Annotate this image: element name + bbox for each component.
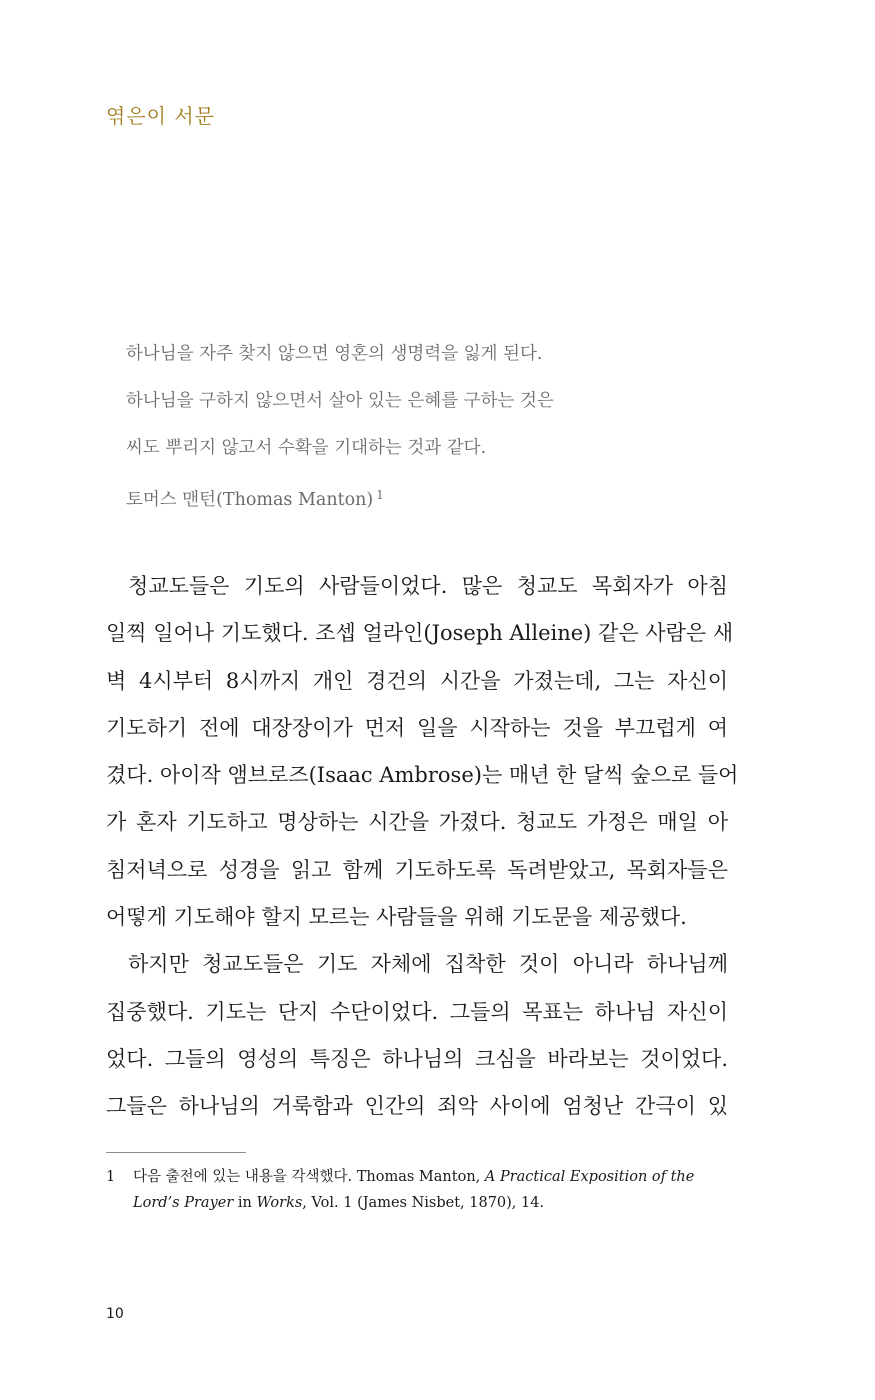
body-line: 일찍 일어나 기도했다. 조셉 얼라인(Joseph Alleine) 같은 사람은 새 <box>106 621 734 646</box>
author-english-name: (Thomas Manton) <box>216 490 374 510</box>
epigraph-author <box>126 472 646 519</box>
epigraph-line: 씨도 뿌리지 않고서 수확을 기대하는 것과 같다. <box>126 438 487 458</box>
footnote-line <box>133 1164 730 1190</box>
footnote-divider <box>106 1152 246 1153</box>
body-line: 하지만 청교도들은 기도 자체에 집착한 것이 아니라 하나님께 <box>128 952 729 977</box>
author-korean-name: 토머스 맨턴 <box>126 490 217 510</box>
body-line: 그들은 하나님의 거룩함과 인간의 죄악 사이에 엄청난 간극이 있 <box>106 1094 728 1119</box>
footnote <box>106 1164 730 1216</box>
footnote-source-intro: 다음 출전에 있는 내용을 각색했다. Thomas Manton, <box>133 1169 485 1185</box>
footnote-book-title-cont: Lord’s Prayer <box>133 1195 234 1211</box>
epigraph-line: 하나님을 자주 찾지 않으면 영혼의 생명력을 잃게 된다. <box>126 344 543 364</box>
body-line: 어떻게 기도해야 할지 모르는 사람들을 위해 기도문을 제공했다. <box>106 905 687 930</box>
footnote-connector: in <box>233 1195 257 1211</box>
body-line: 집중했다. 기도는 단지 수단이었다. 그들의 목표는 하나님 자신이 <box>106 999 728 1024</box>
epigraph <box>126 331 646 519</box>
body-line: 청교도들은 기도의 사람들이었다. 많은 청교도 목회자가 아침 <box>128 574 728 598</box>
footnote-works-title: Works <box>256 1195 303 1211</box>
chapter-title: 엮은이 서문 <box>106 104 215 128</box>
footnote-text <box>133 1164 730 1216</box>
epigraph-line: 하나님을 구하지 않으면서 살아 있는 은혜를 구하는 것은 <box>126 391 554 411</box>
body-line: 기도하기 전에 대장장이가 먼저 일을 시작하는 것을 부끄럽게 여 <box>106 715 728 740</box>
body-line: 가 혼자 기도하고 명상하는 시간을 가졌다. 청교도 가정은 매일 아 <box>106 810 728 835</box>
body-line: 었다. 그들의 영성의 특징은 하나님의 크심을 바라보는 것이었다. <box>106 1046 728 1071</box>
body-line: 침저녁으로 성경을 읽고 함께 기도하도록 독려받았고, 목회자들은 <box>106 857 728 882</box>
footnote-book-title: A Practical Exposition of the <box>484 1169 695 1185</box>
body-text <box>106 563 739 1131</box>
footnote-reference[interactable]: 1 <box>376 488 384 502</box>
body-line: 벽 4시부터 8시까지 개인 경건의 시간을 가졌는데, 그는 자신이 <box>106 668 728 693</box>
footnote-number: 1 <box>106 1169 116 1185</box>
footnote-line <box>133 1190 730 1216</box>
page-number: 10 <box>106 1306 124 1322</box>
body-line: 겼다. 아이작 앰브로즈(Isaac Ambrose)는 매년 한 달씩 숲으로 들어 <box>106 763 739 788</box>
footnote-citation: , Vol. 1 (James Nisbet, 1870), 14. <box>302 1195 545 1211</box>
